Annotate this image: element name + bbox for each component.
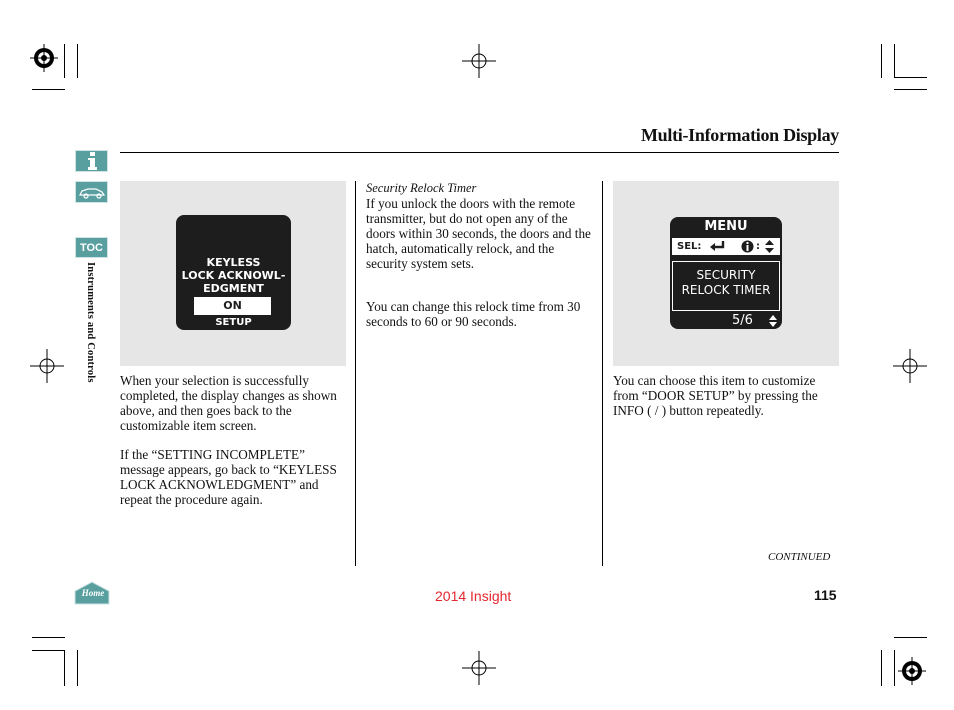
screen-bottom-label: SETUP: [215, 317, 252, 328]
screen-line-3: EDGMENT: [203, 282, 264, 295]
continued-label: CONTINUED: [768, 551, 831, 563]
item-line-2: RELOCK TIMER: [681, 283, 771, 297]
item-line-1: SECURITY: [696, 268, 756, 282]
column-divider: [602, 181, 603, 566]
page-indicator: 5/6: [732, 313, 753, 328]
up-down-arrow-icon: [764, 240, 775, 253]
car-icon: [78, 185, 106, 199]
crosshair-icon: [462, 44, 496, 78]
crosshair-icon: [462, 651, 496, 685]
info-icon: [85, 152, 99, 170]
info-button[interactable]: [75, 150, 108, 172]
right-figure: [613, 181, 839, 366]
middle-paragraph-2: You can change this relock time from 30 seconds to 60 or 90 seconds.: [366, 299, 581, 329]
crosshair-icon: [30, 349, 64, 383]
menu-label: MENU: [704, 219, 748, 234]
enter-arrow-icon: [710, 241, 726, 252]
keyless-lock-screen: [176, 215, 291, 330]
colon-glyph: :: [756, 241, 760, 252]
right-paragraph-1: You can choose this item to customize from “DOOR SETUP” by pressing the INFO ( / ) button repeatedly.: [613, 373, 818, 418]
screen-line-1: KEYLESS: [206, 256, 261, 269]
section-label: Instruments and Controls: [85, 262, 96, 383]
header-rule: [120, 152, 839, 153]
toc-button[interactable]: TOC: [75, 237, 108, 258]
registration-target-icon: [30, 44, 60, 74]
screen-line-2: LOCK ACKNOWL-: [181, 269, 286, 282]
item-box: [672, 261, 780, 311]
info-circle-icon: [741, 240, 754, 253]
security-relock-screen: [670, 217, 782, 329]
left-paragraph-2: If the “SETTING INCOMPLETE” message appears, go back to “KEYLESS LOCK ACKNOWLEDGMENT” and repeat the procedure again.: [120, 447, 337, 507]
crosshair-icon: [893, 349, 927, 383]
column-divider: [355, 181, 356, 566]
selected-option: ON: [194, 297, 271, 315]
sel-bar: [672, 238, 780, 255]
up-down-arrow-icon: [768, 315, 778, 327]
page-title: Multi-Information Display: [640, 125, 839, 145]
book-title: 2014 Insight: [435, 588, 512, 604]
page-number: 115: [814, 587, 837, 603]
sel-label: SEL:: [677, 241, 702, 252]
home-button[interactable]: [74, 581, 110, 610]
left-figure: [120, 181, 346, 366]
section-heading: Security Relock Timer: [366, 181, 477, 195]
middle-paragraph-1: If you unlock the doors with the remote transmitter, but do not open any of the doors within 30 seconds, the doors and the hatch, automatically relock, and the security system sets.: [366, 196, 591, 271]
registration-target-icon: [898, 657, 928, 687]
car-button[interactable]: [75, 181, 108, 203]
left-paragraph-1: When your selection is successfully completed, the display changes as shown above, and then goes back to the customizable item screen.: [120, 373, 337, 433]
home-label: Home: [81, 588, 105, 598]
